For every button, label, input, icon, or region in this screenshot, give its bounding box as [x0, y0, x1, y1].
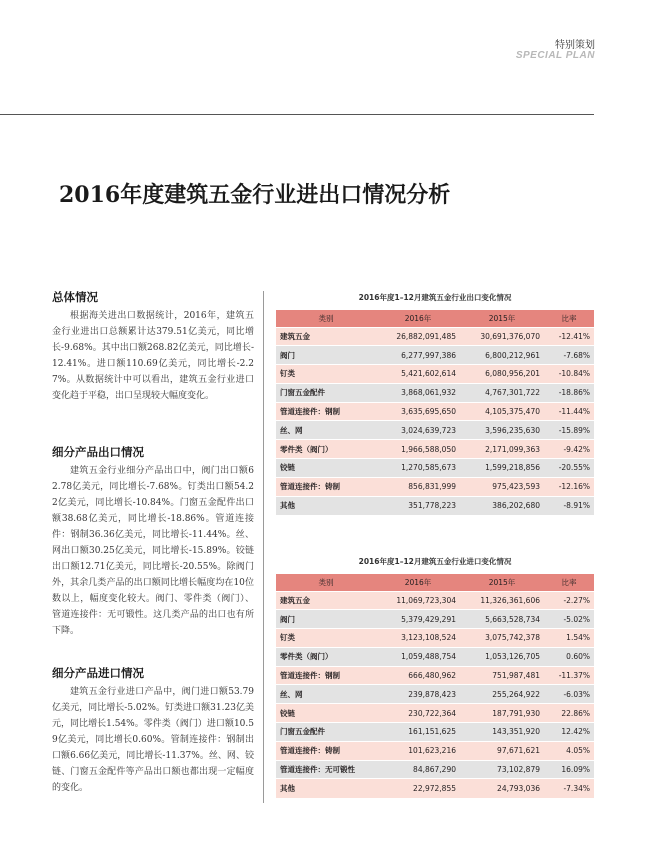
- table-row: [276, 496, 594, 515]
- cell-2016: 6,277,997,386: [376, 346, 460, 365]
- table-row: [276, 666, 594, 685]
- cell-2015: 3,596,235,630: [460, 421, 544, 440]
- table-row: [276, 327, 594, 346]
- cell-2015: 1,599,218,856: [460, 459, 544, 478]
- header-2016: 2016年: [376, 310, 460, 327]
- table-row: [276, 704, 594, 723]
- cell-2016: 1,270,585,673: [376, 459, 460, 478]
- cell-2015: 24,793,036: [460, 779, 544, 798]
- cell-ratio: -8.91%: [544, 496, 594, 515]
- cell-category: 建筑五金: [276, 591, 376, 610]
- cell-2015: 97,671,621: [460, 741, 544, 760]
- cell-category: 零件类（阀门）: [276, 440, 376, 459]
- section-overview: [52, 289, 254, 404]
- table-row: [276, 383, 594, 402]
- table-header-row: [276, 574, 594, 591]
- cell-category: 管道连接件：铸制: [276, 741, 376, 760]
- cell-ratio: -12.41%: [544, 327, 594, 346]
- cell-2016: 1,059,488,754: [376, 647, 460, 666]
- cell-ratio: 22.86%: [544, 704, 594, 723]
- table-row: [276, 402, 594, 421]
- cell-category: 铰链: [276, 704, 376, 723]
- cell-2015: 975,423,593: [460, 477, 544, 496]
- cell-2015: 143,351,920: [460, 723, 544, 742]
- cell-ratio: -11.44%: [544, 402, 594, 421]
- cell-2015: 187,791,930: [460, 704, 544, 723]
- cell-2016: 3,635,695,650: [376, 402, 460, 421]
- cell-category: 钉类: [276, 629, 376, 648]
- cell-category: 管道连接件：钢制: [276, 402, 376, 421]
- table-row: [276, 346, 594, 365]
- cell-ratio: 1.54%: [544, 629, 594, 648]
- cell-category: 阀门: [276, 346, 376, 365]
- cell-2016: 5,421,602,614: [376, 365, 460, 384]
- cell-2015: 4,767,301,722: [460, 383, 544, 402]
- export-table: [276, 310, 594, 515]
- table-row: [276, 591, 594, 610]
- cell-2015: 1,053,126,705: [460, 647, 544, 666]
- section-body: 建筑五金行业进口产品中，阀门进口额53.79亿美元，同比增长-5.02%。钉类进口额31.23亿美元，同比增长1.54%。零件类（阀门）进口额10.59亿美元，同比增长0.60%。管制连接件：钢制出口额6.66亿美元，同比增长-11.37%。丝、网、铰链、门窗五金配件等产品出口额也都出现一定幅度的变化。: [52, 687, 254, 793]
- table-row: [276, 459, 594, 478]
- cell-ratio: -5.02%: [544, 610, 594, 629]
- cell-2016: 3,024,639,723: [376, 421, 460, 440]
- cell-category: 丝、网: [276, 685, 376, 704]
- table-row: [276, 723, 594, 742]
- table-row: [276, 779, 594, 798]
- article-title: 2016年度建筑五金行业进出口情况分析: [59, 182, 451, 208]
- cell-2016: 26,882,091,485: [376, 327, 460, 346]
- cell-2016: 11,069,723,304: [376, 591, 460, 610]
- table-row: [276, 477, 594, 496]
- cell-category: 铰链: [276, 459, 376, 478]
- cell-ratio: -7.68%: [544, 346, 594, 365]
- section-label-english: SPECIAL PLAN: [515, 50, 595, 61]
- cell-ratio: -12.16%: [544, 477, 594, 496]
- cell-ratio: -2.27%: [544, 591, 594, 610]
- cell-category: 门窗五金配件: [276, 723, 376, 742]
- header-ratio: 比率: [544, 574, 594, 591]
- header-category: 类别: [276, 310, 376, 327]
- section-heading: 细分产品出口情况: [52, 445, 144, 459]
- cell-category: 其他: [276, 496, 376, 515]
- cell-2015: 73,102,879: [460, 760, 544, 779]
- cell-category: 管道连接件：铸制: [276, 477, 376, 496]
- cell-2015: 751,987,481: [460, 666, 544, 685]
- cell-category: 门窗五金配件: [276, 383, 376, 402]
- cell-2016: 22,972,855: [376, 779, 460, 798]
- cell-2016: 230,722,364: [376, 704, 460, 723]
- export-table-caption: 2016年度1–12月建筑五金行业出口变化情况: [358, 293, 512, 302]
- cell-ratio: -18.86%: [544, 383, 594, 402]
- section-import: [52, 665, 254, 796]
- cell-ratio: -10.84%: [544, 365, 594, 384]
- section-heading: 总体情况: [52, 290, 98, 304]
- cell-ratio: 12.42%: [544, 723, 594, 742]
- cell-2016: 3,868,061,932: [376, 383, 460, 402]
- cell-2015: 255,264,922: [460, 685, 544, 704]
- column-divider: [263, 291, 264, 803]
- cell-ratio: -15.89%: [544, 421, 594, 440]
- cell-category: 其他: [276, 779, 376, 798]
- header-rule: [0, 114, 594, 115]
- section-export: [52, 444, 254, 639]
- table-row: [276, 629, 594, 648]
- cell-category: 阀门: [276, 610, 376, 629]
- table-header-row: [276, 310, 594, 327]
- cell-ratio: -9.42%: [544, 440, 594, 459]
- table-row: [276, 647, 594, 666]
- cell-category: 建筑五金: [276, 327, 376, 346]
- table-row: [276, 440, 594, 459]
- cell-2015: 386,202,680: [460, 496, 544, 515]
- header-2016: 2016年: [376, 574, 460, 591]
- cell-2016: 1,966,588,050: [376, 440, 460, 459]
- table-row: [276, 760, 594, 779]
- cell-2015: 5,663,528,734: [460, 610, 544, 629]
- cell-2015: 4,105,375,470: [460, 402, 544, 421]
- cell-2015: 11,326,361,606: [460, 591, 544, 610]
- cell-category: 钉类: [276, 365, 376, 384]
- section-label: 特别策划: [555, 40, 595, 51]
- cell-2016: 101,623,216: [376, 741, 460, 760]
- cell-ratio: -20.55%: [544, 459, 594, 478]
- cell-2016: 856,831,999: [376, 477, 460, 496]
- header-ratio: 比率: [544, 310, 594, 327]
- table-row: [276, 741, 594, 760]
- cell-category: 零件类（阀门）: [276, 647, 376, 666]
- cell-ratio: 0.60%: [544, 647, 594, 666]
- cell-2015: 30,691,376,070: [460, 327, 544, 346]
- cell-category: 丝、网: [276, 421, 376, 440]
- header-2015: 2015年: [460, 574, 544, 591]
- cell-ratio: -11.37%: [544, 666, 594, 685]
- import-table-caption: 2016年度1–12月建筑五金行业进口变化情况: [358, 557, 512, 566]
- cell-category: 管道连接件：无可锻性: [276, 760, 376, 779]
- section-body: 建筑五金行业细分产品出口中，阀门出口额62.78亿美元，同比增长-7.68%。钉类出口额54.22亿美元，同比增长-10.84%。门窗五金配件出口额38.68亿美元，同比增长-18.86%。管道连接件：钢制36.36亿美元，同比增长-11.44%。丝、网出口额30.25亿美元，同比增长-15.89%。铰链出口额12.71亿美元，同比增长-20.55%。除阀门外，其余几类产品的出口额同比增长幅度均在10位数以上，幅度变化较大。阀门、零件类（阀门）、管道连接件：无可锻性。这几类产品的出口也有所下降。: [52, 466, 254, 636]
- cell-2016: 5,379,429,291: [376, 610, 460, 629]
- cell-ratio: -7.34%: [544, 779, 594, 798]
- cell-ratio: -6.03%: [544, 685, 594, 704]
- cell-2016: 161,151,625: [376, 723, 460, 742]
- import-table: [276, 574, 594, 798]
- cell-2016: 666,480,962: [376, 666, 460, 685]
- cell-2015: 3,075,742,378: [460, 629, 544, 648]
- header-category: 类别: [276, 574, 376, 591]
- cell-2016: 351,778,223: [376, 496, 460, 515]
- section-body: 根据海关进出口数据统计，2016年，建筑五金行业进出口总额累计达379.51亿美元，同比增长-9.68%。其中出口额268.82亿美元，同比增长-12.41%。进口额110.69亿美元，同比增长-2.27%。从数据统计中可以看出，建筑五金行业进口变化趋于平稳，出口呈现较大幅度变化。: [52, 311, 254, 401]
- table-row: [276, 421, 594, 440]
- table-row: [276, 685, 594, 704]
- table-row: [276, 610, 594, 629]
- table-row: [276, 365, 594, 384]
- header-2015: 2015年: [460, 310, 544, 327]
- cell-2016: 84,867,290: [376, 760, 460, 779]
- cell-ratio: 4.05%: [544, 741, 594, 760]
- cell-2016: 3,123,108,524: [376, 629, 460, 648]
- cell-2015: 2,171,099,363: [460, 440, 544, 459]
- section-heading: 细分产品进口情况: [52, 666, 144, 680]
- cell-2015: 6,080,956,201: [460, 365, 544, 384]
- cell-2015: 6,800,212,961: [460, 346, 544, 365]
- cell-ratio: 16.09%: [544, 760, 594, 779]
- cell-category: 管道连接件：钢制: [276, 666, 376, 685]
- cell-2016: 239,878,423: [376, 685, 460, 704]
